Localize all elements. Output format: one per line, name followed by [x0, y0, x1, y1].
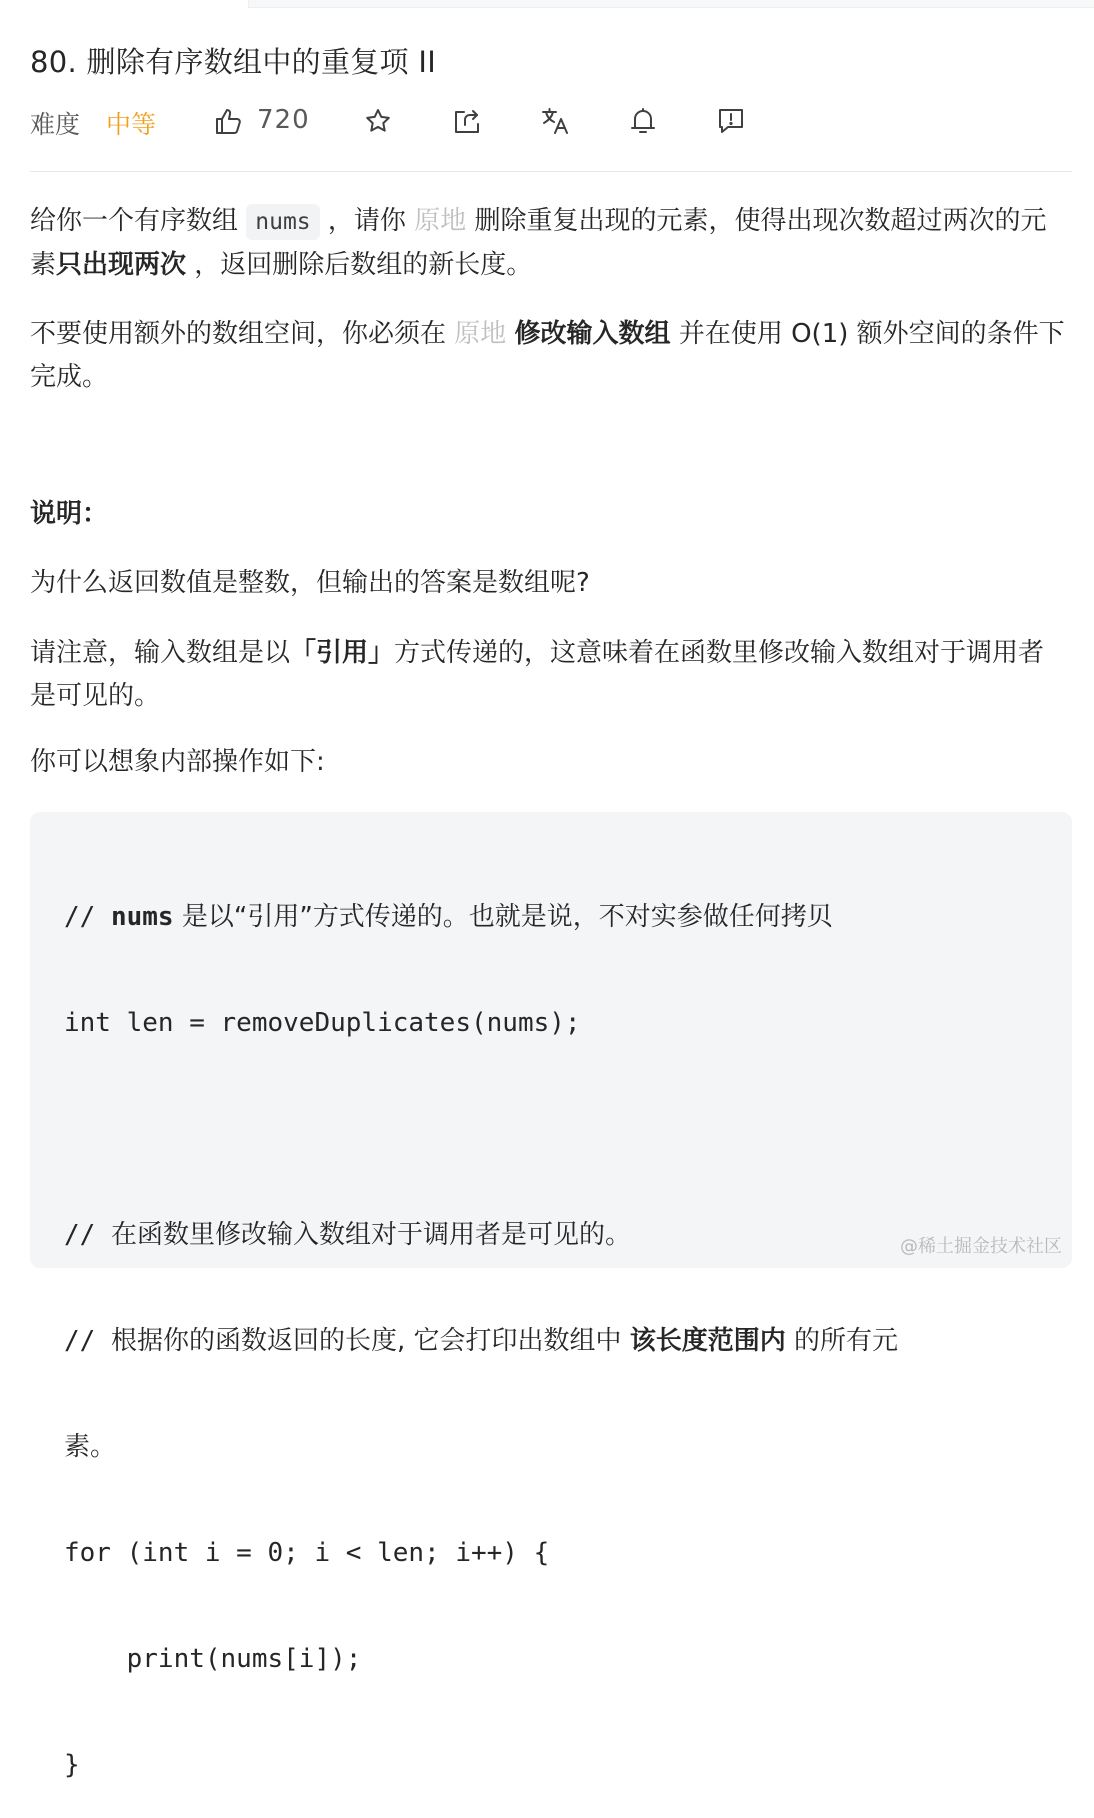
- code-comment-bold: 该长度范围内: [629, 1326, 786, 1356]
- code-line: }: [64, 1750, 80, 1780]
- code-comment-marker: //: [64, 1326, 111, 1356]
- text-fragment: [506, 319, 514, 349]
- code-line: for (int i = 0; i < len; i++) {: [64, 1538, 550, 1568]
- text-fragment: 方式传递的，这意味着在函数里修改输入数组对于调用者是可见的。: [30, 638, 1045, 711]
- text-fragment: 并在使用 O(1) 额外空间的条件下完成。: [30, 319, 1065, 392]
- emphasis-modify-input: 修改输入数组: [514, 319, 671, 349]
- problem-title: 80. 删除有序数组中的重复项 II: [30, 45, 437, 79]
- code-comment-text: 根据你的函数返回的长度, 它会打印出数组中: [110, 1326, 630, 1356]
- star-icon[interactable]: [364, 107, 392, 135]
- note-paragraph-3: 你可以想象内部操作如下:: [30, 747, 325, 777]
- watermark: @稀土掘金技术社区: [900, 1236, 1062, 1257]
- code-line: [64, 1212, 1038, 1258]
- text-fragment: 不要使用额外的数组空间，你必须在: [30, 319, 455, 349]
- inline-code-nums: nums: [246, 204, 319, 240]
- code-comment-text: 在函数里修改输入数组对于调用者是可见的。: [110, 1220, 631, 1250]
- text-fragment: 给你一个有序数组: [30, 206, 247, 236]
- header-divider: [30, 171, 1072, 172]
- note-heading: 说明：: [30, 499, 109, 529]
- in-place-link[interactable]: 原地: [454, 319, 507, 349]
- share-icon[interactable]: [452, 107, 482, 135]
- note-paragraph-2: [30, 632, 1070, 718]
- code-line: [64, 894, 1038, 940]
- difficulty-label: 难度: [30, 110, 81, 139]
- text-fragment: ，请你: [319, 206, 415, 236]
- code-comment-text: 素。: [64, 1432, 117, 1462]
- thumbs-up-icon[interactable]: [214, 106, 244, 136]
- difficulty-value: 中等: [106, 110, 157, 139]
- description-paragraph-2: [30, 313, 1070, 399]
- code-comment-text: 是以“引用”方式传递的。也就是说，不对实参做任何拷贝: [173, 902, 833, 932]
- note-paragraph-1: 为什么返回数值是整数，但输出的答案是数组呢?: [30, 568, 590, 598]
- bell-icon[interactable]: [630, 106, 656, 136]
- problem-meta-toolbar: [30, 100, 1070, 144]
- emphasis-only-twice: 只出现两次: [56, 250, 187, 280]
- text-fragment: ，返回删除后数组的新长度。: [186, 250, 533, 280]
- description-paragraph-1: [30, 200, 1070, 287]
- emphasis-by-reference: 「引用」: [290, 638, 395, 668]
- feedback-icon[interactable]: [716, 106, 746, 136]
- code-comment-text: 的所有元: [785, 1326, 899, 1356]
- in-place-link[interactable]: 原地: [414, 206, 467, 236]
- code-bold-token: nums: [110, 902, 174, 932]
- code-line: [64, 1318, 1038, 1364]
- text-fragment: 删除重复出现的元素，使得出现次数超过两次的元素: [30, 206, 1047, 280]
- translate-icon[interactable]: [540, 106, 570, 136]
- text-fragment: 请注意，输入数组是以: [30, 638, 291, 668]
- code-comment-marker: //: [64, 902, 111, 932]
- like-count: 720: [257, 105, 310, 135]
- code-line: int len = removeDuplicates(nums);: [64, 1008, 581, 1038]
- top-panel-edge: [248, 0, 1094, 8]
- code-line: [64, 1424, 1038, 1470]
- code-line-empty: [64, 1106, 1038, 1152]
- code-line: print(nums[i]);: [64, 1644, 362, 1674]
- code-comment-marker: //: [64, 1220, 111, 1250]
- code-block: [30, 812, 1072, 1780]
